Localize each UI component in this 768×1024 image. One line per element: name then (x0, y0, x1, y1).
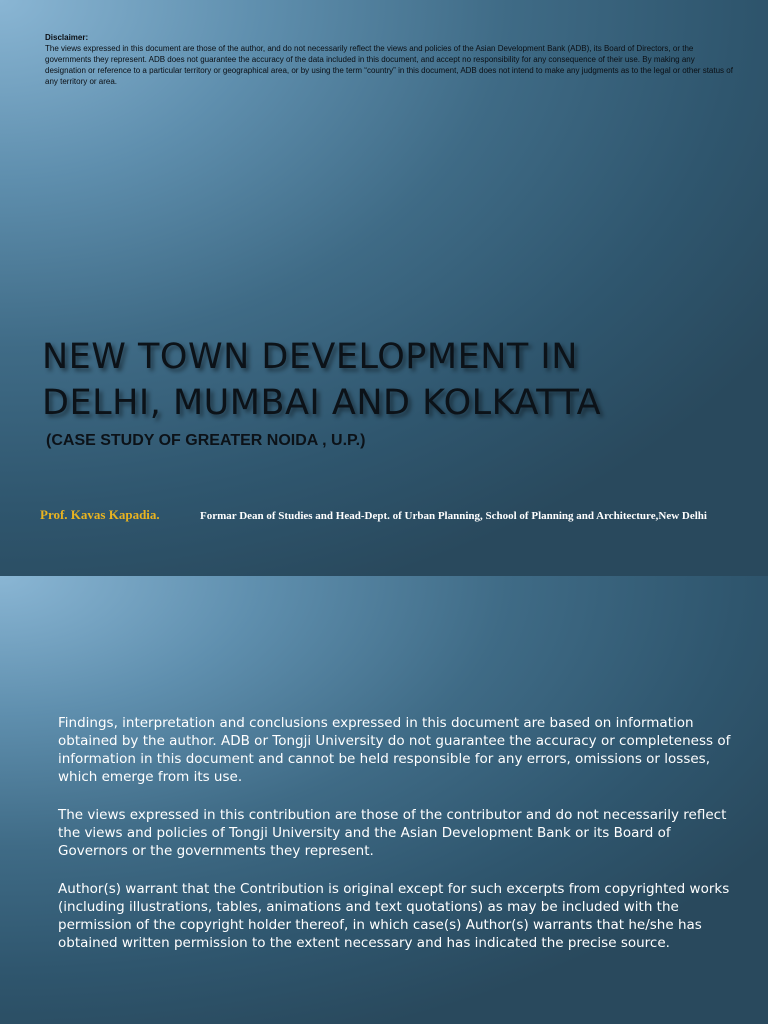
disclaimer-heading: Disclaimer: (45, 33, 89, 42)
findings-text (58, 714, 738, 972)
paragraph-warranty: Author(s) warrant that the Contribution is original except for such excerpts from copyrighted works (including illustrations, tables, animations and text quotations) as may be included with the permission of the copyright holder thereof, in which case(s) Author(s) warrants that he/she has obtained written permission to the extent necessary and has indicated the precise source. (58, 881, 730, 951)
disclaimer-text: The views expressed in this document are those of the author, and do not necessarily reflect the views and policies of the Asian Development Bank (ADB), its Board of Directors, or the governments they represent. ADB does not guarantee the accuracy of the data included in this document, and accept no responsibility for any consequence of their use. By making any designation or reference to a particular territory or geographical area, or by using the term “country” in this document, ADB does not intend to make any judgments as to the legal or other status of any territory or area. (45, 44, 733, 86)
slide-title: NEW TOWN DEVELOPMENT IN DELHI, MUMBAI AND KOLKATTA (42, 337, 602, 423)
author-name: Prof. Kavas Kapadia. (40, 507, 160, 522)
author-role: Formar Dean of Studies and Head-Dept. of Urban Planning, School of Planning and Architecture,New Delhi (200, 510, 707, 522)
paragraph-views: The views expressed in this contribution are those of the contributor and do not necessarily reflect the views and policies of Tongji University and the Asian Development Bank or its Board of Governors or the governments they represent. (58, 807, 727, 859)
disclaimer-block (45, 32, 735, 87)
disclaimer-slide (0, 576, 768, 1024)
paragraph-findings: Findings, interpretation and conclusions expressed in this document are based on information obtained by the author. ADB or Tongji University do not guarantee the accuracy or completeness of information in this document and cannot be held responsible for any errors, omissions or losses, which emerge from its use. (58, 715, 731, 785)
slide-subtitle: (CASE STUDY OF GREATER NOIDA , U.P.) (46, 432, 366, 449)
